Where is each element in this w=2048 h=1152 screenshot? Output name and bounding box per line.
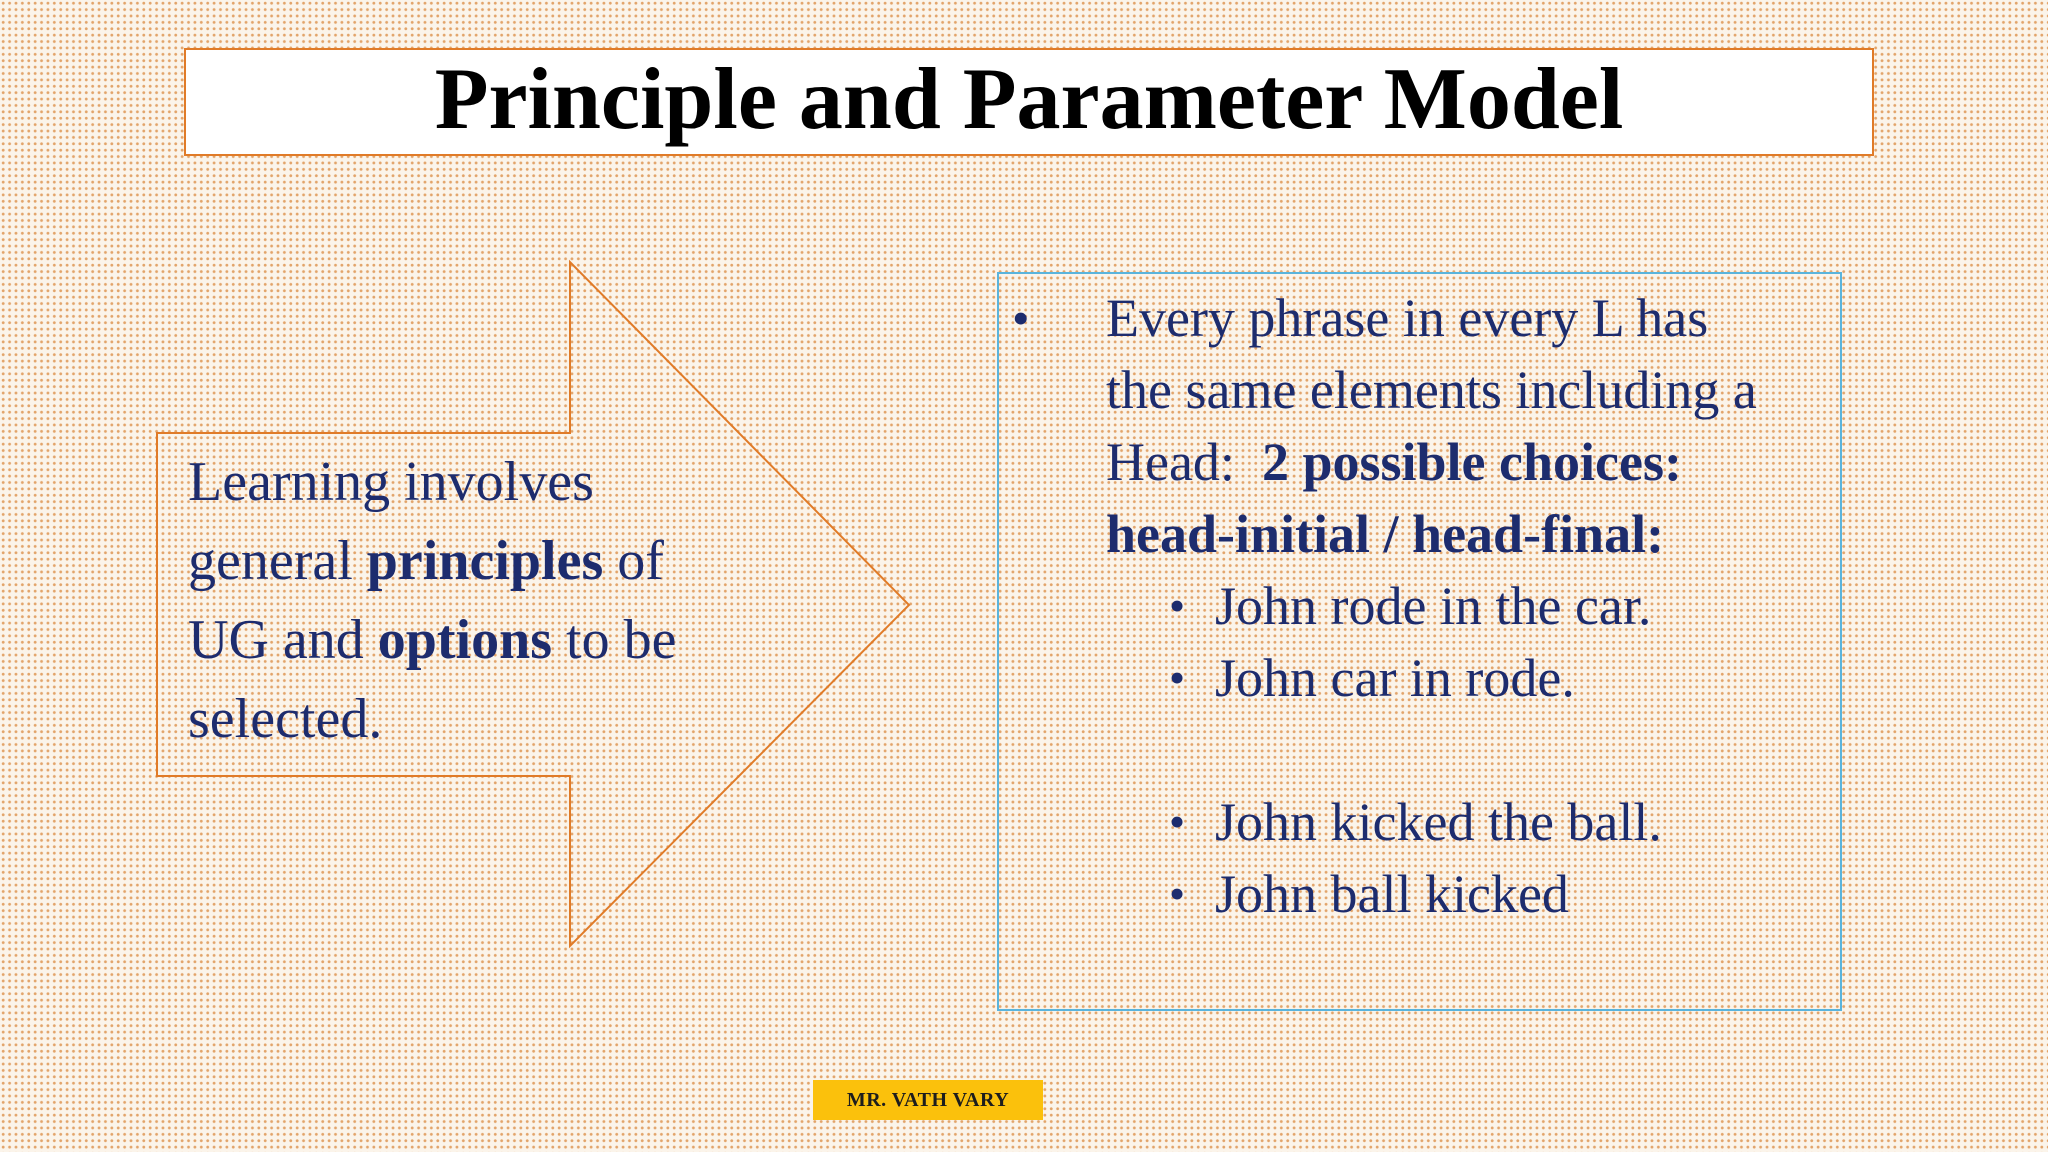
bullet-icon: • bbox=[1169, 580, 1186, 631]
example-item bbox=[1169, 570, 1651, 642]
main-line-4-bold: head-initial / head-final: bbox=[1106, 504, 1665, 564]
main-line-2: the same elements including a bbox=[1106, 360, 1757, 420]
arrow-line-3 bbox=[188, 601, 748, 680]
bullet-icon: • bbox=[1169, 652, 1186, 703]
main-bullet-text bbox=[1106, 282, 1830, 570]
example-text: John car in rode. bbox=[1215, 648, 1575, 708]
main-line-1: Every phrase in every L has bbox=[1106, 288, 1709, 348]
arrow-text bbox=[188, 443, 748, 759]
example-text: John kicked the ball. bbox=[1215, 792, 1662, 852]
example-item bbox=[1169, 786, 1662, 858]
author-badge bbox=[813, 1080, 1043, 1120]
keyword-principles: principles bbox=[366, 530, 604, 592]
arrow-line-2 bbox=[188, 522, 748, 601]
main-line-3-bold: 2 possible choices: bbox=[1261, 432, 1682, 492]
arrow-line-3-pre: UG and bbox=[188, 609, 378, 671]
example-item bbox=[1169, 642, 1575, 714]
slide-title: Principle and Parameter Model bbox=[434, 51, 1624, 148]
bullet-icon: • bbox=[1012, 290, 1030, 346]
main-line-4 bbox=[1106, 498, 1830, 570]
example-item bbox=[1169, 858, 1569, 930]
example-text: John ball kicked bbox=[1215, 864, 1569, 924]
bullet-icon: • bbox=[1169, 868, 1186, 919]
arrow-line-1: Learning involves bbox=[188, 451, 594, 513]
main-line-3 bbox=[1106, 426, 1830, 498]
author-name: MR. VATH VARY bbox=[846, 1088, 1010, 1111]
content-box bbox=[997, 272, 1842, 1011]
arrow-line-2-post: of bbox=[603, 530, 664, 592]
example-text: John rode in the car. bbox=[1215, 576, 1652, 636]
keyword-options: options bbox=[377, 609, 553, 671]
arrow-line-2-pre: general bbox=[188, 530, 367, 592]
arrow-line-3-post: to be bbox=[552, 609, 677, 671]
main-line-3-pre: Head: bbox=[1106, 432, 1262, 492]
bullet-icon: • bbox=[1169, 796, 1186, 847]
arrow-line-4: selected. bbox=[188, 688, 383, 750]
main-bullet bbox=[1012, 282, 1830, 570]
